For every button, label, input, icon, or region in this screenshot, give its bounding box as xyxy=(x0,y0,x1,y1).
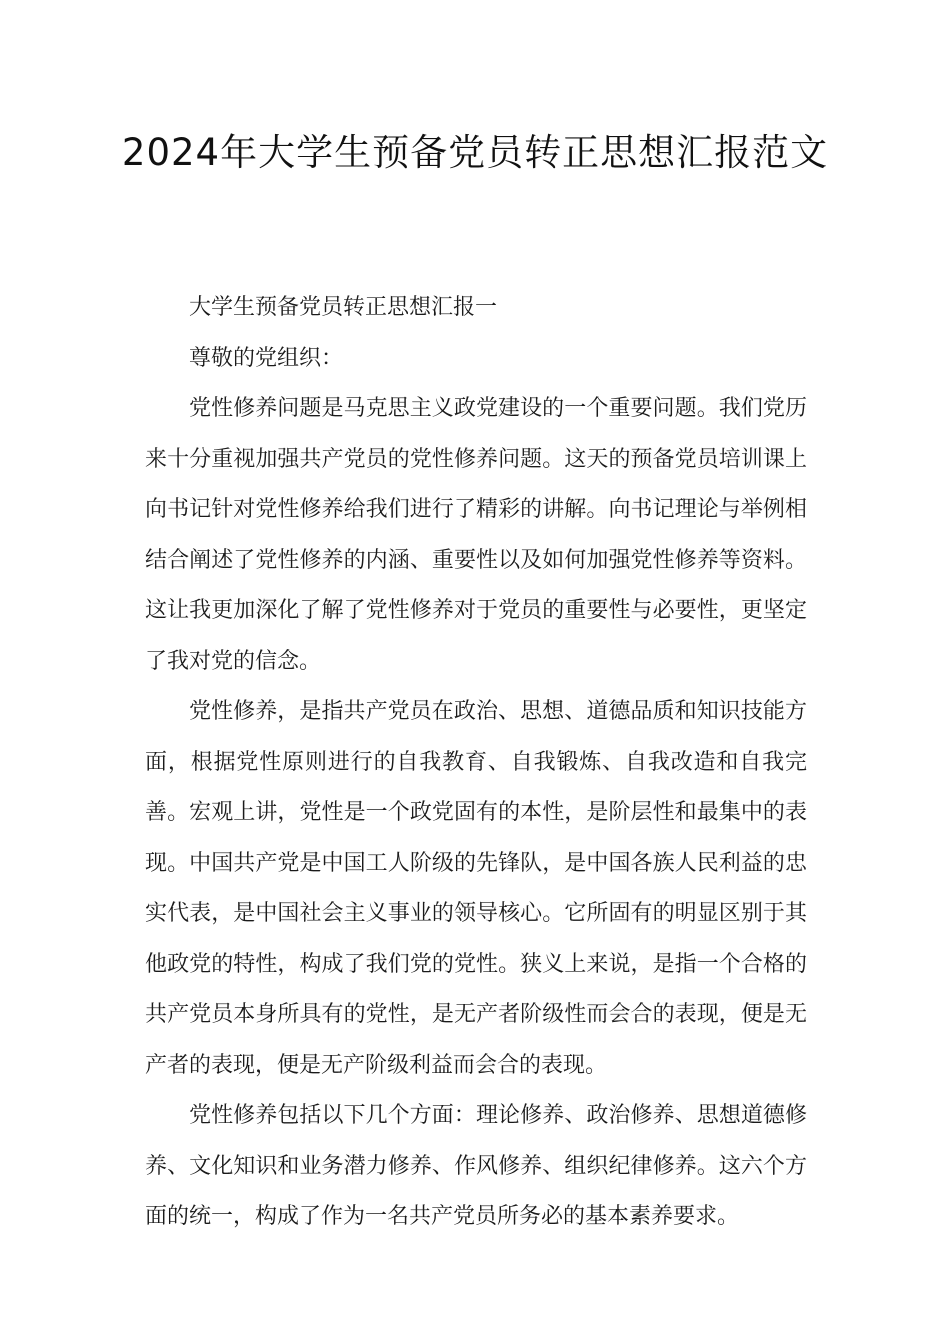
report-heading: 大学生预备党员转正思想汇报一 xyxy=(189,295,498,320)
body-paragraph: 党性修养包括以下几个方面：理论修养、政治修养、思想道德修养、文化知识和业务潜力修养、作风修养、组织纪律修养。这六个方面的统一，构成了作为一名共产党员所务必的基本素养要求。 xyxy=(145,1103,807,1229)
body-paragraph: 党性修养问题是马克思主义政党建设的一个重要问题。我们党历来十分重视加强共产党员的党性修养问题。这天的预备党员培训课上向书记针对党性修养给我们进行了精彩的讲解。向书记理论与举例相结合阐述了党性修养的内涵、重要性以及如何加强党性修养等资料。这让我更加深化了解了党性修养对于党员的重要性与必要性，更坚定了我对党的信念。 xyxy=(145,396,807,674)
document-title: 2024年大学生预备党员转正思想汇报范文 xyxy=(121,131,829,174)
body-paragraph: 党性修养，是指共产党员在政治、思想、道德品质和知识技能方面，根据党性原则进行的自我教育、自我锻炼、自我改造和自我完善。宏观上讲，党性是一个政党固有的本性，是阶层性和最集中的表现。中国共产党是中国工人阶级的先锋队，是中国各族人民利益的忠实代表，是中国社会主义事业的领导核心。它所固有的明显区别于其他政党的特性，构成了我们党的党性。狭义上来说，是指一个合格的共产党员本身所具有的党性，是无产者阶级性而会合的表现，便是无产者的表现，便是无产阶级利益而会合的表现。 xyxy=(145,699,807,1078)
salutation: 尊敬的党组织： xyxy=(189,345,344,371)
document-body xyxy=(145,283,807,1243)
